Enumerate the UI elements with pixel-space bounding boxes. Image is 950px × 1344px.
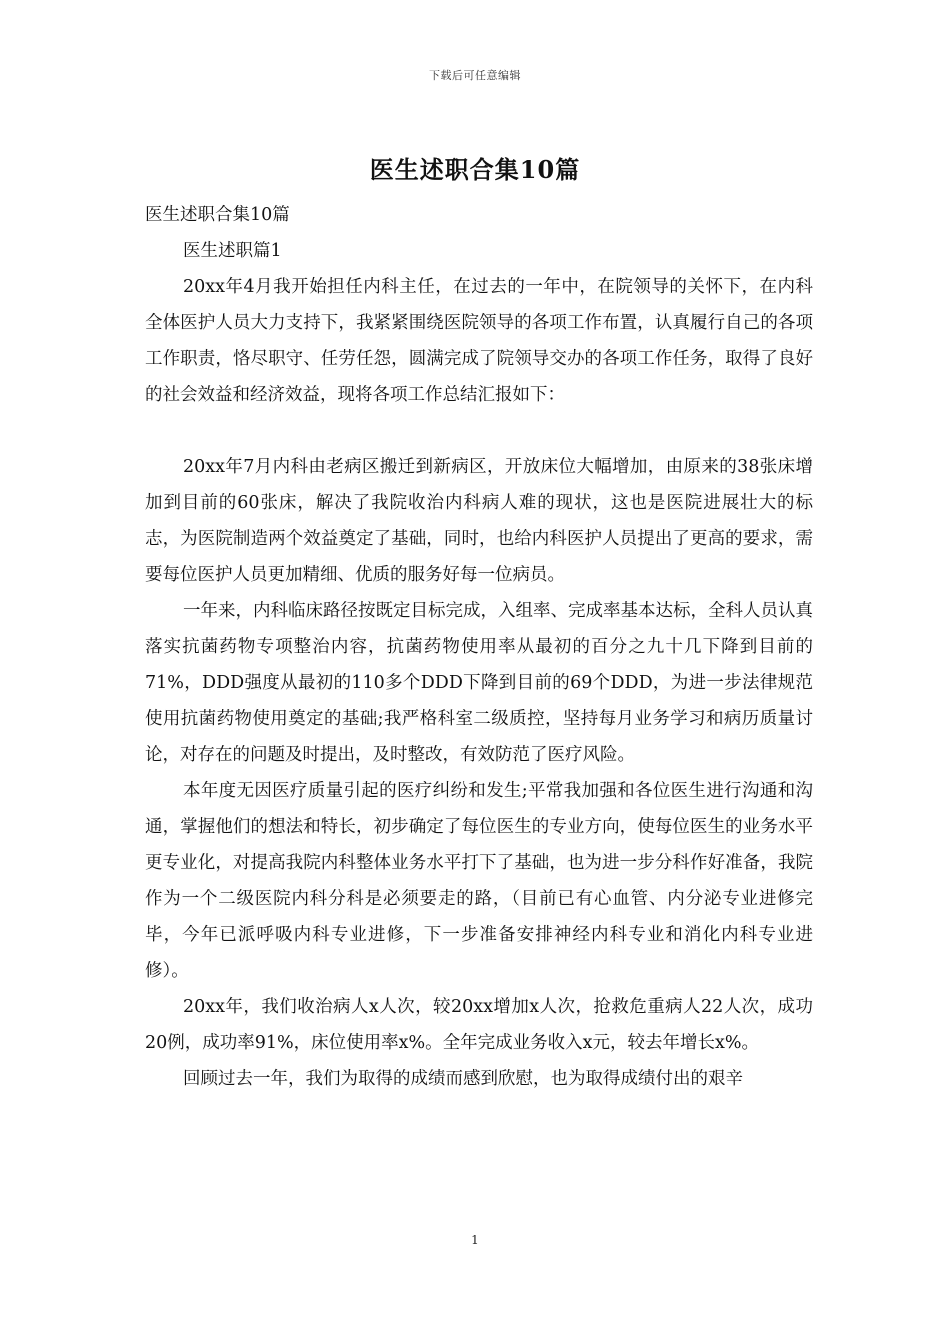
paragraph: 20xx年4月我开始担任内科主任，在过去的一年中，在院领导的关怀下，在内科全体医护人员大力支持下，我紧紧围绕医院领导的各项工作布置，认真履行自己的各项工作职责，恪尽职守、任劳任怨，圆满完成了院领导交办的各项工作任务，取得了良好的社会效益和经济效益，现将各项工作总结汇报如下： xyxy=(145,277,813,405)
section-heading: 医生述职篇1 xyxy=(183,241,282,261)
document-title: 医生述职合集10篇 xyxy=(369,155,581,184)
document-subtitle: 医生述职合集10篇 xyxy=(145,205,290,225)
paragraph-gap xyxy=(145,413,813,449)
paragraph: 回顾过去一年，我们为取得的成绩而感到欣慰，也为取得成绩付出的艰辛 xyxy=(183,1069,743,1089)
document-body xyxy=(145,197,813,1097)
paragraph: 20xx年，我们收治病人x人次，较20xx增加x人次，抢救危重病人22人次，成功20例，成功率91%，床位使用率x%。全年完成业务收入x元，较去年增长x%。 xyxy=(145,997,813,1053)
paragraph: 本年度无因医疗质量引起的医疗纠纷和发生;平常我加强和各位医生进行沟通和沟通，掌握他们的想法和特长，初步确定了每位医生的专业方向，使每位医生的业务水平更专业化，对提高我院内科整体业务水平打下了基础，也为进一步分科作好准备，我院作为一个二级医院内科分科是必须要走的路，（目前已有心血管、内分泌专业进修完毕，今年已派呼吸内科专业进修，下一步准备安排神经内科专业和消化内科专业进修）。 xyxy=(145,781,813,981)
header-note: 下载后可任意编辑 xyxy=(429,69,521,82)
paragraph: 20xx年7月内科由老病区搬迁到新病区，开放床位大幅增加，由原来的38张床增加到目前的60张床，解决了我院收治内科病人难的现状，这也是医院进展壮大的标志，为医院制造两个效益奠定了基础，同时，也给内科医护人员提出了更高的要求，需要每位医护人员更加精细、优质的服务好每一位病员。 xyxy=(145,457,813,585)
paragraph: 一年来，内科临床路径按既定目标完成，入组率、完成率基本达标，全科人员认真落实抗菌药物专项整治内容，抗菌药物使用率从最初的百分之九十几下降到目前的71%，DDD强度从最初的110多个DDD下降到目前的69个DDD，为进一步法律规范使用抗菌药物使用奠定的基础;我严格科室二级质控，坚持每月业务学习和病历质量讨论，对存在的问题及时提出，及时整改，有效防范了医疗风险。 xyxy=(145,601,813,765)
page-number: 1 xyxy=(471,1233,479,1247)
